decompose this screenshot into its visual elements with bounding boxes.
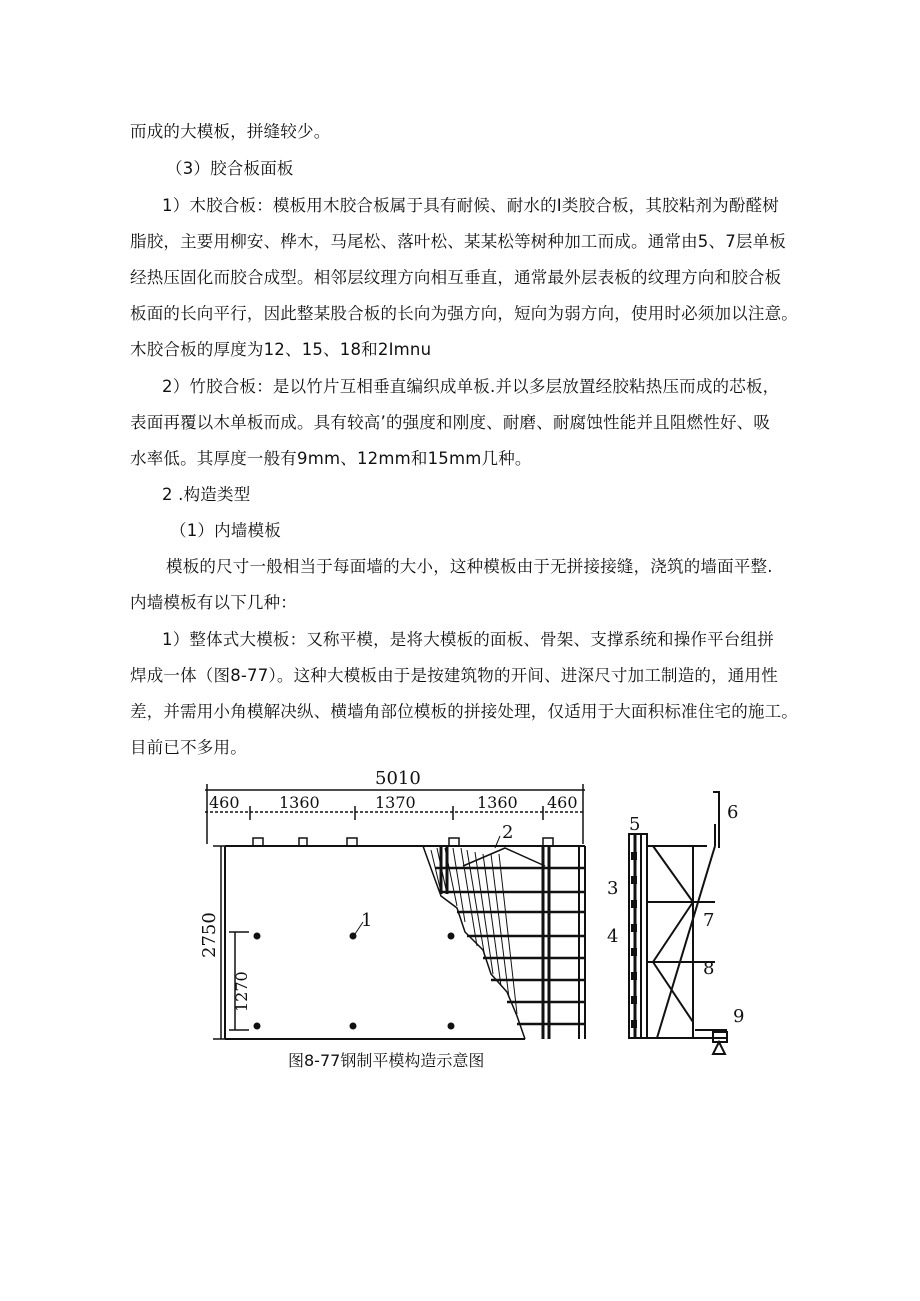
- text-line: 目前已不多用。: [130, 738, 247, 757]
- text-line: 而成的大模板，拼缝较少。: [130, 122, 331, 141]
- text-line: 板面的长向平行，因此整某股合板的长向为强方向，短向为弱方向，使用时必须加以注意。: [130, 304, 798, 323]
- label-9: 9: [733, 1006, 745, 1027]
- label-4: 4: [607, 926, 619, 947]
- dim-height: 2750: [199, 912, 220, 958]
- text-line: 模板的尺寸一般相当于每面墙的大小，这种模板由于无拼接接缝，浇筑的墙面平整.: [166, 557, 773, 576]
- text-line: 内墙模板有以下几种：: [130, 593, 297, 612]
- dim-460-left: 460: [209, 793, 240, 812]
- label-8: 8: [703, 958, 715, 979]
- text-line: 焊成一体（图8-77）。这种大模板由于是按建筑物的开间、进深尺寸加工制造的，通用性: [130, 666, 778, 685]
- text-line: 差，并需用小角模解决纵、横墙角部位模板的拼接处理，仅适用于大面积标准住宅的施工。: [130, 702, 798, 721]
- text-line: 经热压固化而胶合成型。相邻层纹理方向相互垂直，通常最外层表板的纹理方向和胶合板: [130, 268, 782, 287]
- section-heading: （3）胶合板面板: [166, 159, 294, 178]
- text-line: 表面再覆以木单板而成。具有较高’的强度和刚度、耐磨、耐腐蚀性能并且阻燃性好、吸: [130, 413, 771, 432]
- label-2: 2: [502, 822, 514, 843]
- label-5: 5: [629, 814, 641, 835]
- dim-1370: 1370: [375, 793, 416, 812]
- dim-total: 5010: [375, 768, 421, 789]
- dim-sub-height: 1270: [232, 971, 251, 1012]
- text-line: 1）整体式大模板：又称平模，是将大模板的面板、骨架、支撑系统和操作平台组拼: [162, 630, 774, 649]
- subsection-heading: （1）内墙模板: [170, 521, 281, 540]
- text-line: 2）竹胶合板：是以竹片互相垂直编织成单板.并以多层放置经胶粘热压而成的芯板，: [162, 377, 780, 396]
- text-line: 脂胶，主要用柳安、桦木，马尾松、落叶松、某某松等树种加工而成。通常由5、7层单板: [130, 232, 786, 251]
- label-3: 3: [607, 878, 619, 899]
- formwork-diagram: [195, 762, 755, 1057]
- text-line: 水率低。其厚度一般有9mm、12mm和15mm几种。: [130, 449, 532, 468]
- dim-460-right: 460: [547, 793, 578, 812]
- label-1: 1: [361, 910, 373, 931]
- text-line: 1）木胶合板：模板用木胶合板属于具有耐候、耐水的I类胶合板，其胶粘剂为酚醛树: [162, 196, 779, 215]
- dim-1360-left: 1360: [279, 793, 320, 812]
- label-7: 7: [703, 910, 715, 931]
- text-line: 木胶合板的厚度为12、15、18和2Imnu: [130, 340, 432, 359]
- section-heading: 2 .构造类型: [162, 485, 251, 504]
- label-6: 6: [727, 802, 739, 823]
- figure-caption: 图8-77钢制平模构造示意图: [288, 1051, 485, 1070]
- dim-1360-right: 1360: [477, 793, 518, 812]
